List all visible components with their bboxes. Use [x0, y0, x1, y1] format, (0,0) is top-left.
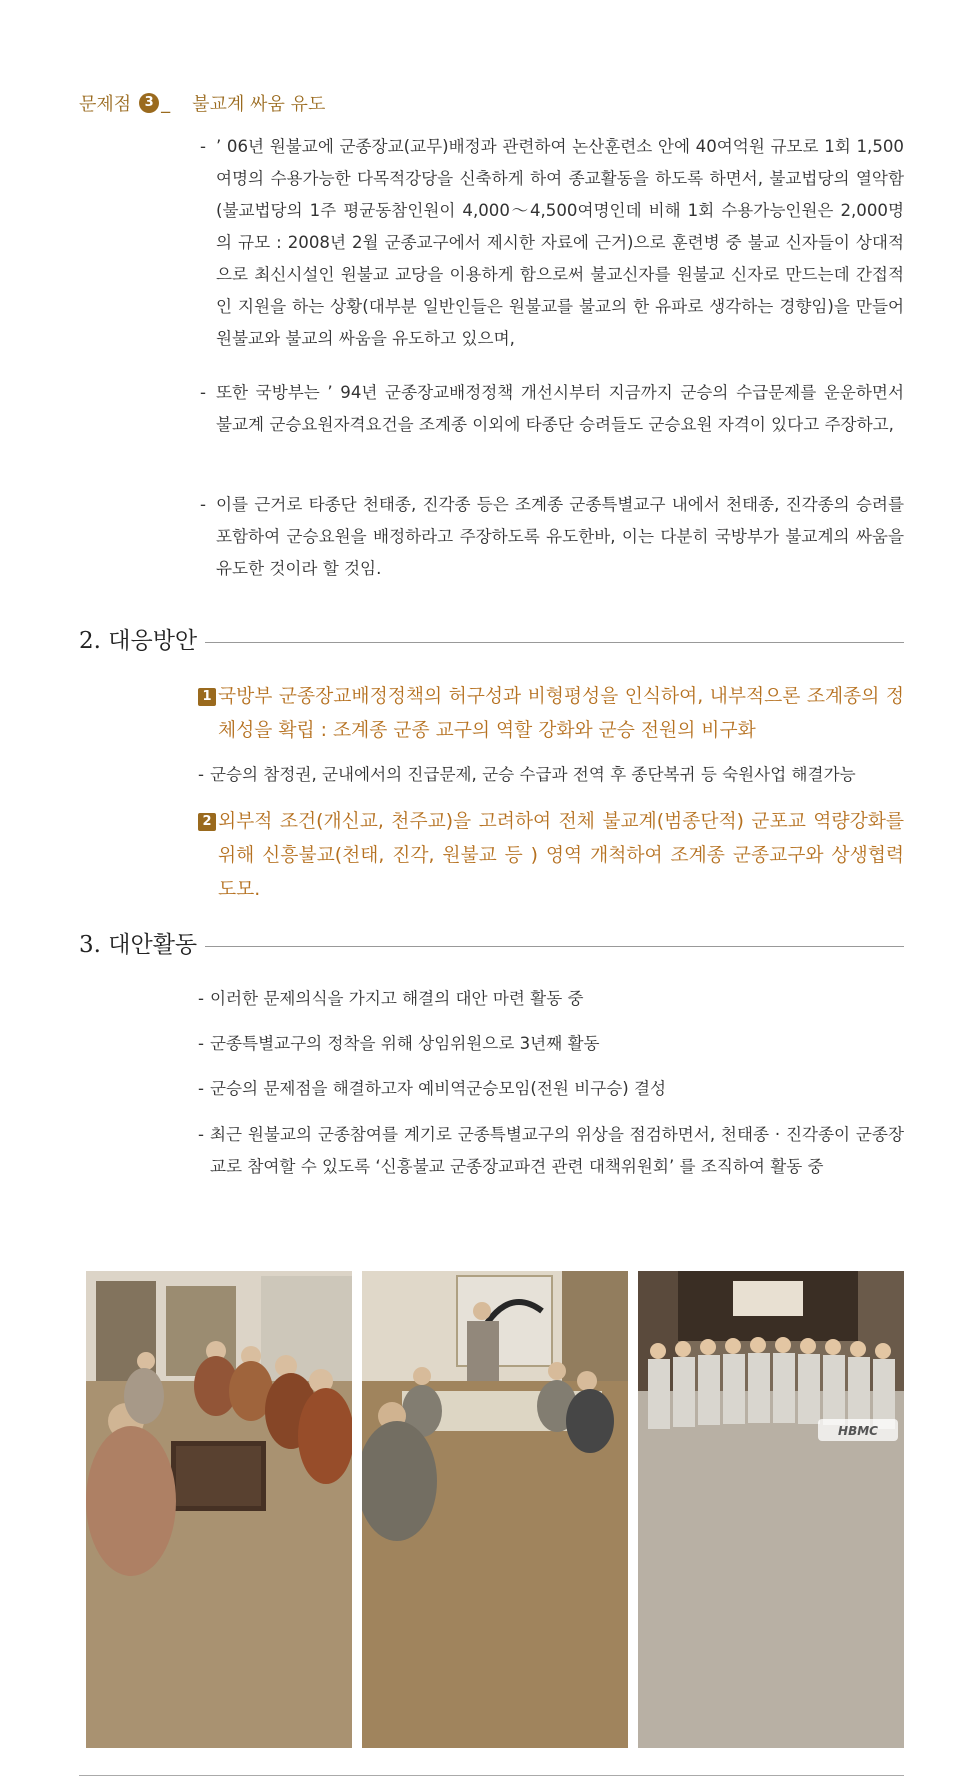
issue-heading	[79, 90, 325, 116]
countermeasure-point-1	[198, 680, 904, 748]
issue-bullet-text: 또한 국방부는 ’ 94년 군종장교배정정책 개선시부터 지금까지 군승의 수급문제를 운운하면서 불교계 군승요원자격요건을 조계종 이외에 타종단 승려들도 군승요원 자격이 있다고 주장하고,	[216, 383, 904, 434]
issue-bullet-3	[200, 489, 904, 585]
point-number: 2	[198, 813, 216, 831]
activity-item-3	[198, 1073, 904, 1105]
issue-label: 문제점	[79, 94, 132, 115]
bullet-dash: -	[200, 383, 206, 402]
bullet-dash: -	[198, 1125, 204, 1144]
countermeasure-point-2	[198, 805, 904, 907]
issue-number-badge: 3	[139, 93, 159, 113]
photo-group	[638, 1271, 904, 1748]
section-title: 2. 대응방안	[79, 622, 205, 655]
bullet-dash: -	[198, 1034, 204, 1053]
bullet-dash: -	[198, 989, 204, 1008]
activity-text: 군종특별교구의 정착을 위해 상임위원으로 3년째 활동	[210, 1034, 600, 1053]
countermeasure-note	[198, 759, 904, 791]
point-text: 국방부 군종장교배정정책의 허구성과 비형평성을 인식하여, 내부적으론 조계종의 정체성을 확립 : 조계종 군종 교구의 역할 강화와 군승 전원의 비구화	[218, 686, 904, 741]
issue-title: 불교계 싸움 유도	[192, 94, 326, 115]
issue-underscore: _	[161, 92, 171, 114]
section-3-heading	[79, 926, 904, 966]
point-number: 1	[198, 688, 216, 706]
bullet-dash: -	[198, 1079, 204, 1098]
bullet-dash: -	[198, 765, 204, 784]
activity-item-1	[198, 983, 904, 1015]
issue-bullet-text: 이를 근거로 타종단 천태종, 진각종 등은 조계종 군종특별교구 내에서 천태종, 진각종의 승려를 포함하여 군승요원을 배정하라고 주장하도록 유도한바, 이는 다분히 국방부가 불교계의 싸움을 유도한 것이라 할 것임.	[216, 495, 904, 578]
activity-text: 군승의 문제점을 해결하고자 예비역군승모임(전원 비구승) 결성	[210, 1079, 667, 1098]
bullet-dash: -	[200, 137, 206, 156]
issue-bullet-2	[200, 377, 904, 441]
issue-bullet-text: ’ 06년 원불교에 군종장교(교무)배정과 관련하여 논산훈련소 안에 40여억원 규모로 1회 1,500여명의 수용가능한 다목적강당을 신축하게 하여 종교활동을 하도록 하면서, 불교법당의 열악함(불교법당의 1주 평균동참인원이 4,000～4,500여명인데 비해 1회 수용가능인원은 2,000명의 규모 : 2008년 2월 군종교구에서 제시한 자료에 근거)으로 훈련병 중 불교 신자들이 상대적으로 최신시설인 원불교 교당을 이용하게 함으로써 불교신자를 원불교 신자로 만드는데 간접적인 지원을 하는 상황(대부분 일반인들은 원불교를 불교의 한 유파로 생각하는 경향임)을 만들어 원불교와 불교의 싸움을 유도하고 있으며,	[216, 137, 904, 348]
photo-meeting-room	[86, 1271, 352, 1748]
activity-text: 최근 원불교의 군종참여를 계기로 군종특별교구의 위상을 점검하면서, 천태종 · 진각종이 군종장교로 참여할 수 있도록 ‘신흥불교 군종장교파견 관련 대책위원회’ 를 조직하여 활동 중	[210, 1125, 904, 1176]
photo-watermark: HBMC	[838, 1424, 878, 1438]
point-text: 외부적 조건(개신교, 천주교)을 고려하여 전체 불교계(범종단적) 군포교 역량강화를 위해 신흥불교(천태, 진각, 원불교 등 ) 영역 개척하여 조계종 군종교구와 상생협력 도모.	[218, 811, 904, 900]
issue-bullet-1	[200, 131, 904, 355]
activity-item-4	[198, 1119, 904, 1183]
activity-text: 이러한 문제의식을 가지고 해결의 대안 마련 활동 중	[210, 989, 584, 1008]
photo-lecture	[362, 1271, 628, 1748]
activity-item-2	[198, 1028, 904, 1060]
section-2-heading	[79, 622, 904, 662]
section-title: 3. 대안활동	[79, 926, 205, 959]
note-text: 군승의 참정권, 군내에서의 진급문제, 군승 수급과 전역 후 종단복귀 등 숙원사업 해결가능	[210, 765, 856, 784]
bullet-dash: -	[200, 495, 206, 514]
